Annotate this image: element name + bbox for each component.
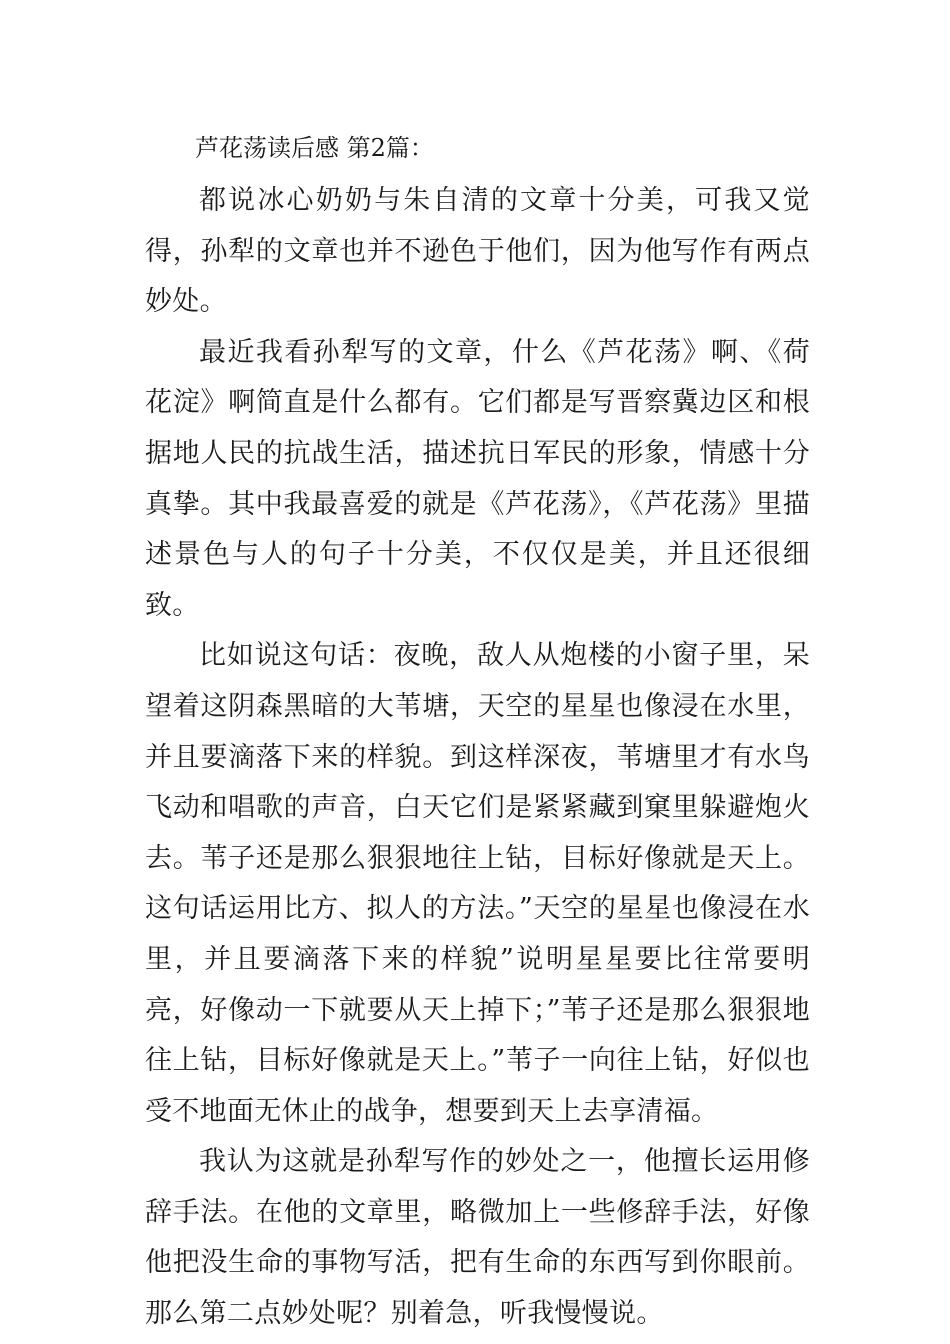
section-heading: 芦花荡读后感 第2篇： [195,134,434,162]
paragraph: 最近我看孙犁写的文章，什么《芦花荡》啊、《荷花淀》啊简直是什么都有。它们都是写晋察冀边区和根据地人民的抗战生活，描述抗日军民的形象，情感十分真挚。其中我最喜爱的就是《芦花荡》，《芦花荡》里描述景色与人的句子十分美，不仅仅是美，并且还很细致。 [145,336,810,621]
paragraph: 我认为这就是孙犁写作的妙处之一，他擅长运用修辞手法。在他的文章里，略微加上一些修辞手法，好像他把没生命的事物写活，把有生命的东西写到你眼前。那么第二点妙处呢？别着急，听我慢慢说。 [145,1146,810,1330]
paragraph: 都说冰心奶奶与朱自清的文章十分美，可我又觉得，孙犁的文章也并不逊色于他们，因为他写作有两点妙处。 [145,185,810,318]
body-text [145,176,810,1340]
paragraph: 比如说这句话：夜晚，敌人从炮楼的小窗子里，呆望着这阴森黑暗的大苇塘，天空的星星也像浸在水里，并且要滴落下来的样貌。到这样深夜，苇塘里才有水鸟飞动和唱歌的声音，白天它们是紧紧藏到窠里躲避炮火去。苇子还是那么狠狠地往上钻，目标好像就是天上。这句话运用比方、拟人的方法。”天空的星星也像浸在水里，并且要滴落下来的样貌”说明星星要比往常要明亮，好像动一下就要从天上掉下；”苇子还是那么狠狠地往上钻，目标好像就是天上。”苇子一向往上钻，好似也受不地面无休止的战争，想要到天上去享清福。 [145,640,810,1127]
